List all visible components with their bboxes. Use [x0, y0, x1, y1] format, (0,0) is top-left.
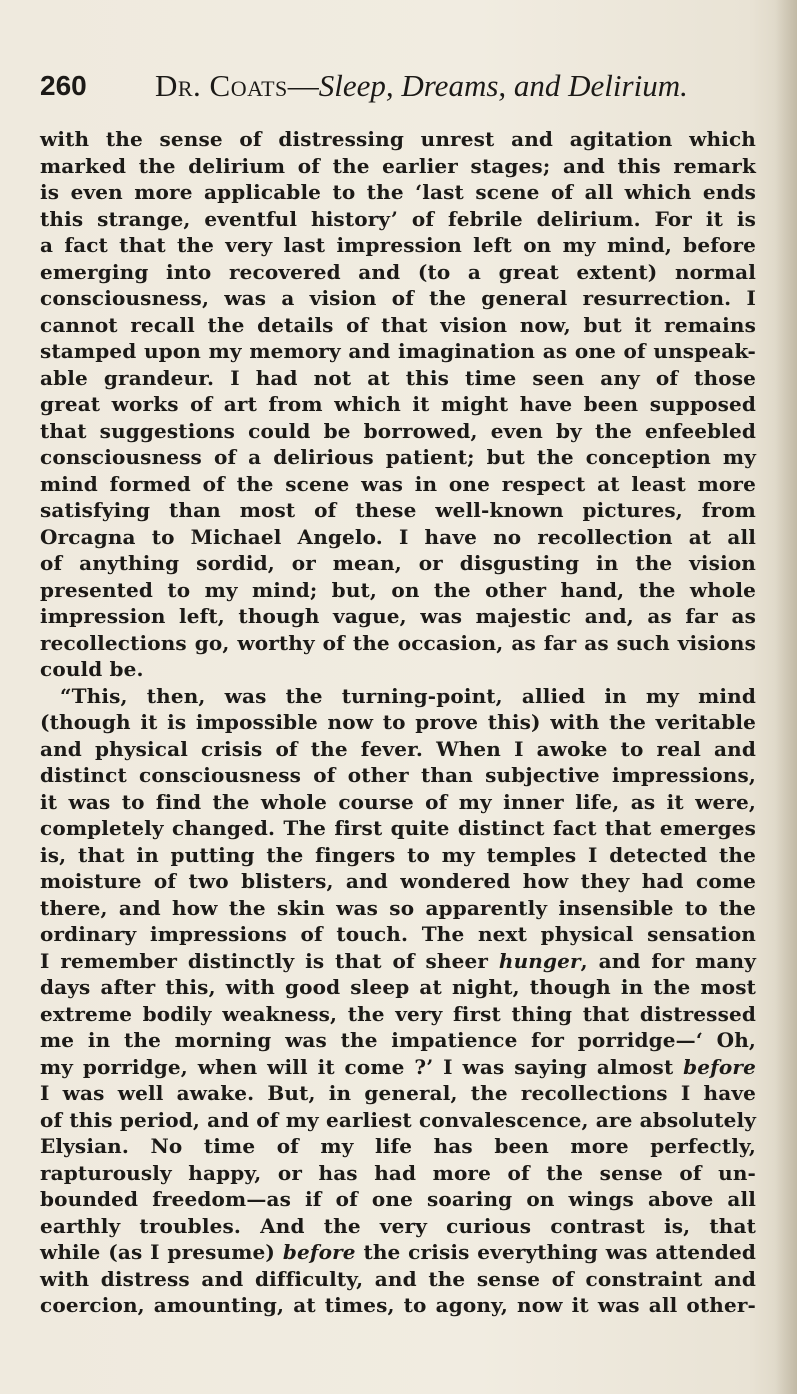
text-line: of anything sordid, or mean, or disgusting in the vision	[40, 551, 756, 575]
text-line: and physical crisis of the fever. When I awoke to real and	[40, 736, 756, 761]
text-line: with the sense of distressing unrest and agitation which	[40, 127, 756, 151]
text-line-emphasis: while (as I presume) before the crisis everything was attended	[40, 1240, 756, 1264]
text-line: impression left, though vague, was majestic and, as far as	[40, 604, 756, 628]
text-line: stamped upon my memory and imagination as one of unspeak-	[40, 339, 756, 363]
text-line: that suggestions could be borrowed, even by the enfeebled	[40, 418, 756, 443]
running-title	[155, 66, 688, 106]
text-line: earthly troubles. And the very curious contrast is, that	[40, 1213, 756, 1238]
text-line: days after this, with good sleep at night, though in the most	[40, 975, 756, 999]
emphasized-word: before	[282, 1240, 356, 1264]
text-line: a fact that the very last impression left on my mind, before	[40, 233, 756, 257]
text-line: it was to find the whole course of my inner life, as it were,	[40, 789, 756, 814]
paragraph-start-line: “This, then, was the turning-point, allied in my mind	[60, 683, 756, 708]
header-topic: Sleep, Dreams, and Delirium.	[318, 68, 688, 103]
text-line: emerging into recovered and (to a great extent) normal	[40, 259, 756, 284]
text-line: able grandeur. I had not at this time seen any of those	[40, 365, 756, 390]
text-line: satisfying than most of these well-known pictures, from	[40, 498, 756, 522]
text-line: rapturously happy, or has had more of the sense of un-	[40, 1160, 756, 1185]
text-line: (though it is impossible now to prove this) with the veritable	[40, 710, 756, 734]
text-line: Elysian. No time of my life has been more perfectly,	[40, 1134, 756, 1158]
text-line: consciousness, was a vision of the general resurrection. I	[40, 286, 756, 310]
text-line: consciousness of a delirious patient; but the conception my	[40, 445, 756, 469]
text-line: distinct consciousness of other than subjective impressions,	[40, 763, 756, 787]
text-line: there, and how the skin was so apparently insensible to the	[40, 895, 756, 920]
text-line: this strange, eventful history’ of febrile delirium. For it is	[40, 206, 756, 231]
text-line: coercion, amounting, at times, to agony, now it was all other-	[40, 1293, 756, 1317]
text-line: ordinary impressions of touch. The next physical sensation	[40, 922, 756, 946]
running-header	[40, 66, 760, 106]
text-line: cannot recall the details of that vision now, but it remains	[40, 312, 756, 337]
text-line: bounded freedom—as if of one soaring on wings above all	[40, 1187, 756, 1211]
paragraph-end-line: could be.	[40, 657, 144, 681]
text-line: is even more applicable to the ‘last scene of all which ends	[40, 180, 756, 204]
header-separator: —	[287, 68, 319, 103]
page-edge-shadow	[775, 0, 797, 1394]
text-line: of this period, and of my earliest convalescence, are absolutely	[40, 1107, 756, 1132]
text-line: I was well awake. But, in general, the recollections I have	[40, 1081, 756, 1105]
text-line: presented to my mind; but, on the other hand, the whole	[40, 577, 756, 602]
body-text	[40, 126, 756, 1319]
header-author: Dr. Coats	[155, 68, 288, 103]
text-line: with distress and difficulty, and the sense of constraint and	[40, 1266, 756, 1291]
text-line: moisture of two blisters, and wondered how they had come	[40, 869, 756, 893]
text-line: recollections go, worthy of the occasion, as far as such visions	[40, 630, 756, 655]
emphasized-word: before	[683, 1054, 756, 1079]
emphasized-word: hunger	[498, 948, 581, 973]
text-line: mind formed of the scene was in one respect at least more	[40, 471, 756, 496]
text-line-emphasis: I remember distinctly is that of sheer hunger, and for many	[40, 948, 756, 973]
text-line: completely changed. The first quite distinct fact that emerges	[40, 816, 756, 840]
page-number: 260	[40, 70, 87, 101]
text-line: is, that in putting the fingers to my temples I detected the	[40, 842, 756, 867]
text-line: extreme bodily weakness, the very first thing that distressed	[40, 1001, 756, 1026]
text-line: Orcagna to Michael Angelo. I have no recollection at all	[40, 524, 756, 549]
text-line-emphasis: my porridge, when will it come ?’ I was saying almost before	[40, 1054, 756, 1079]
text-line: great works of art from which it might have been supposed	[40, 392, 756, 416]
text-line: marked the delirium of the earlier stages; and this remark	[40, 153, 756, 178]
text-line: me in the morning was the impatience for porridge—‘ Oh,	[40, 1028, 756, 1052]
